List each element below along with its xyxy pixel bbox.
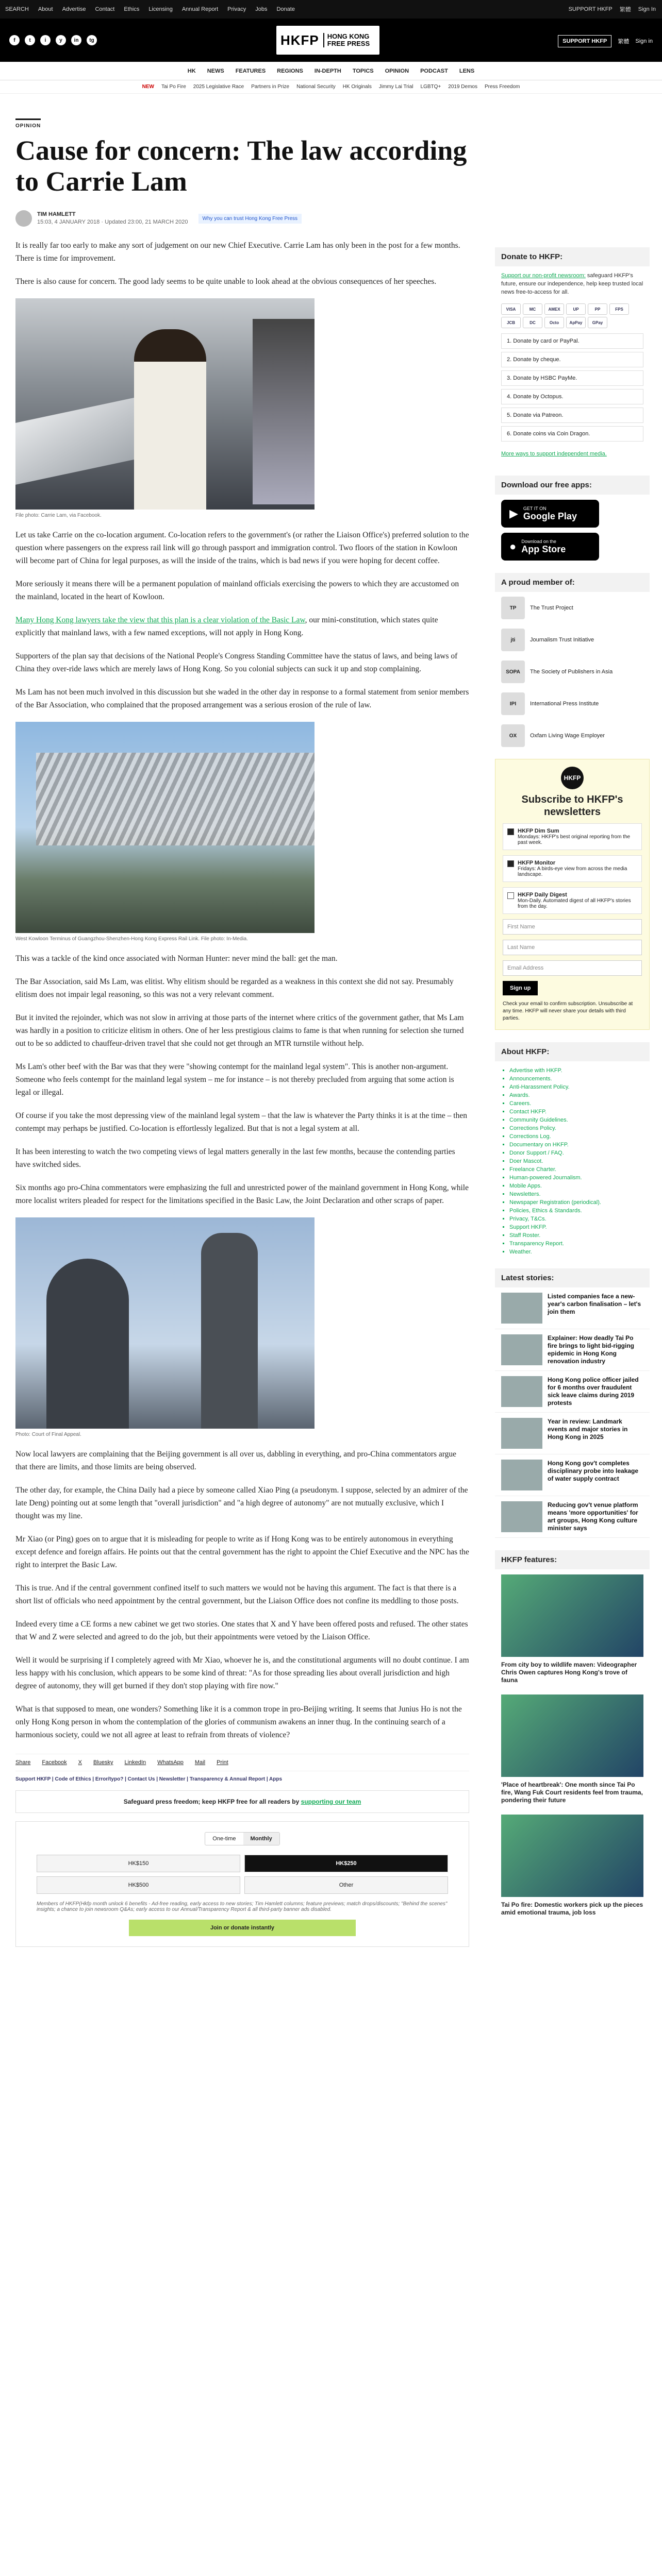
- google-play-text: [523, 506, 577, 521]
- about-heading: About HKFP:: [495, 1042, 650, 1061]
- payment-card-icon: AMEX: [544, 303, 564, 315]
- paragraph: There is also cause for concern. The good lady seems to be quite unable to look ahead at the obvious consequences of her speeches.: [15, 277, 437, 286]
- freq-one-time[interactable]: One-time: [212, 1836, 236, 1842]
- about-link[interactable]: ▪ Doer Mascot.: [509, 1157, 643, 1165]
- nl-opt-title: HKFP Daily Digest: [518, 892, 567, 898]
- sopa-logo: SOPA: [501, 660, 525, 683]
- donate-option[interactable]: 4. Donate by Octopus.: [501, 389, 643, 404]
- newsletter-heading: Subscribe to HKFP's newsletters: [521, 794, 623, 818]
- signin-link[interactable]: Sign in: [635, 38, 653, 44]
- feature-story[interactable]: [495, 1569, 650, 1689]
- story-thumbnail: [501, 1376, 542, 1407]
- story-thumbnail: [501, 1418, 542, 1449]
- about-link[interactable]: ▪ Human-powered Journalism.: [509, 1174, 643, 1182]
- email-input[interactable]: Email Address: [503, 960, 642, 976]
- utility-link[interactable]: Ethics: [124, 6, 140, 12]
- share-label: Share: [15, 1759, 31, 1766]
- donate-option[interactable]: 1. Donate by card or PayPal.: [501, 333, 643, 349]
- donate-text-rest: safeguard HKFP's future, ensure our independence, help keep trusted local news free-to-access for all.: [501, 273, 643, 295]
- story-title: Hong Kong police officer jailed for 6 months over fraudulent sick leave claims during 2019 protests: [548, 1376, 639, 1406]
- about-link[interactable]: ▪ Contact HKFP.: [509, 1108, 643, 1116]
- donate-option[interactable]: 5. Donate via Patreon.: [501, 408, 643, 423]
- logo-text: HKFP: [280, 32, 319, 48]
- paragraph: More seriously it means there will be a permanent population of mainland officials exercising the powers to which they are accustomed on the mainland, located in the heart of Kowloon.: [15, 580, 459, 601]
- story-thumbnail: [501, 1460, 542, 1490]
- more-ways-link[interactable]: [495, 445, 650, 463]
- utility-link[interactable]: Donate: [276, 6, 295, 12]
- about-link[interactable]: ▪ Documentary on HKFP.: [509, 1141, 643, 1149]
- member-org[interactable]: [495, 656, 650, 688]
- member-org[interactable]: [495, 592, 650, 624]
- feature-title: From city boy to wildlife maven: Videographer Chris Owen captures Hong Kong's trove of fauna: [501, 1661, 637, 1684]
- utility-link[interactable]: SEARCH: [5, 6, 29, 12]
- member-name: Oxfam Living Wage Employer: [530, 733, 605, 739]
- utility-links: [0, 0, 295, 19]
- last-name-input[interactable]: Last Name: [503, 940, 642, 955]
- member-heading: A proud member of:: [495, 573, 650, 592]
- twitter-icon[interactable]: t: [25, 35, 35, 45]
- paragraph: Six months ago pro-China commentators were emphasizing the full and unrestricted power of the mainland government in Hong Kong, while more localist writers pleaded for respect for the limitations specified in the Basic Law, the Joint Declaration and other scraps of paper.: [15, 1183, 469, 1205]
- about-link[interactable]: ▪ Announcements.: [509, 1075, 643, 1083]
- story-title: Year in review: Landmark events and major stories in Hong Kong in 2025: [548, 1418, 628, 1440]
- feature-title: Tai Po fire: Domestic workers pick up the pieces amid emotional trauma, job loss: [501, 1901, 643, 1916]
- utility-link[interactable]: Contact: [95, 6, 115, 12]
- author-avatar: [15, 210, 32, 227]
- byline-meta: [37, 211, 188, 226]
- donate-heading: Donate to HKFP:: [495, 247, 650, 266]
- safeguard-banner: [15, 1790, 469, 1813]
- newsletter-option[interactable]: [503, 855, 642, 882]
- newsletter-badge: HKFP: [561, 767, 584, 789]
- article-category[interactable]: OPINION: [15, 118, 41, 129]
- feature-image: [501, 1574, 643, 1657]
- header-actions: [558, 35, 653, 47]
- story-title: Hong Kong gov't completes disciplinary probe into leakage of water supply contract: [548, 1460, 639, 1482]
- payment-card-icon: ApPay: [566, 317, 586, 328]
- logo-sub1: HONG KONG: [327, 32, 370, 40]
- site-header: [0, 19, 662, 62]
- about-link[interactable]: ▪ Staff Roster.: [509, 1231, 643, 1240]
- as-small: Download on the: [521, 539, 556, 544]
- nav-item[interactable]: IN-DEPTH: [314, 67, 341, 74]
- paragraph: It is really far too early to make any sort of judgement on our new Chief Executive. Carrie Lam has only been in the post for a few months. There is time for improvement.: [15, 241, 460, 263]
- publish-date: 15:03, 4 JANUARY 2018: [37, 219, 100, 225]
- frequency-toggle: [205, 1832, 279, 1845]
- paragraph: Ms Lam's other beef with the Bar was that they were "showing contempt for the mainland legal system". This is another non-argument. Someone who feels contempt for the mainland legal system – me for instance – is not thereby precluded from arguing that some action is legal or illegal.: [15, 1062, 454, 1097]
- caption: Photo: Court of Final Appeal.: [15, 1432, 81, 1437]
- story-thumbnail: [501, 1293, 542, 1324]
- trending-item[interactable]: Jimmy Lai Trial: [378, 84, 413, 90]
- signup-button[interactable]: Sign up: [503, 981, 538, 995]
- basic-law-link[interactable]: Many Hong Kong lawyers take the view that this plan is a clear violation of the Basic Law: [15, 616, 305, 624]
- trending-item[interactable]: LGBTQ+: [420, 84, 441, 90]
- nl-opt-desc: Mon-Daily. Automated digest of all HKFP's stories from the day.: [518, 898, 631, 909]
- utility-signin-link[interactable]: Sign In: [638, 6, 656, 12]
- newsletter-option[interactable]: [503, 887, 642, 914]
- about-link[interactable]: ▪ Anti-Harassment Policy.: [509, 1083, 643, 1091]
- payment-card-icon: JCB: [501, 317, 521, 328]
- main-nav: [0, 62, 662, 80]
- donate-option[interactable]: 2. Donate by cheque.: [501, 352, 643, 367]
- latest-story[interactable]: [495, 1454, 650, 1496]
- nav-item[interactable]: REGIONS: [277, 67, 303, 74]
- oxfam-logo: OX: [501, 724, 525, 747]
- about-link[interactable]: ▪ Awards.: [509, 1091, 643, 1099]
- story-title: Explainer: How deadly Tai Po fire brings to light bid-rigging epidemic in Hong Kong renovation industry: [548, 1334, 634, 1365]
- utility-lang-link[interactable]: 繁體: [619, 7, 631, 13]
- about-link[interactable]: ▪ Advertise with HKFP.: [509, 1066, 643, 1075]
- nl-opt-desc: Mondays: HKFP's best original reporting from the past week.: [518, 834, 631, 845]
- payment-card-icon: GPay: [588, 317, 607, 328]
- app-store-button[interactable]: [501, 533, 599, 561]
- trending-item[interactable]: National Security: [296, 84, 336, 90]
- checkbox-icon[interactable]: [507, 892, 514, 899]
- amount-option-selected[interactable]: HK$250: [244, 1855, 448, 1872]
- utility-link[interactable]: Annual Report: [181, 6, 219, 12]
- logo-subtext: [323, 33, 370, 47]
- payment-card-icon: MC: [523, 303, 542, 315]
- gp-small: GET IT ON: [523, 506, 547, 511]
- member-org[interactable]: [495, 688, 650, 720]
- article-footer-links[interactable]: Support HKFP | Code of Ethics | Error/typo? | Contact Us | Newsletter | Transparency & Annual Report | Apps: [15, 1776, 283, 1782]
- payment-card-icon: DC: [523, 317, 542, 328]
- newsletter-option[interactable]: [503, 823, 642, 850]
- latest-story[interactable]: [495, 1287, 650, 1329]
- latest-story[interactable]: [495, 1329, 650, 1371]
- utility-link[interactable]: Jobs: [255, 6, 268, 12]
- trending-item[interactable]: Tai Po Fire: [161, 84, 186, 90]
- donate-text: [495, 266, 650, 301]
- paragraph: This was a tackle of the kind once associated with Norman Hunter: never mind the ball: get the man.: [15, 954, 338, 963]
- apps-heading: Download our free apps:: [495, 476, 650, 495]
- donate-options: [495, 333, 650, 442]
- share-x[interactable]: X: [78, 1759, 82, 1766]
- nav-item[interactable]: HK: [187, 67, 196, 74]
- paragraph: Let us take Carrie on the co-location argument. Co-location refers to the government's (or rather the Liaison Office's) preferred solution to the question where passengers on the express rail link will go through passport and immigration control. Two floors of the station in Kowloon will become part of China for legal purposes, as will the inside of the trains, which is bad news if you were hoping for decent coffee.: [15, 531, 469, 565]
- trust-link[interactable]: Why you can trust Hong Kong Free Press: [198, 214, 302, 224]
- paragraph: Mr Xiao (or Ping) goes on to argue that it is misleading for people to write as if Hong Kong was to be entirely autonomous in everything except defence and foreign affairs. He points out that the central government has the right to appoint the Chief Executive and the NPC has the right to interpret the Basic Law.: [15, 1535, 469, 1569]
- article-title: Cause for concern: The law according to Carrie Lam: [15, 135, 467, 197]
- first-name-input[interactable]: First Name: [503, 919, 642, 935]
- share-whatsapp[interactable]: WhatsApp: [157, 1759, 184, 1766]
- sidebar: [495, 247, 650, 1922]
- member-name: The Trust Project: [530, 605, 573, 611]
- member-org[interactable]: [495, 720, 650, 752]
- train-shape: [253, 319, 315, 504]
- terminus-photo: [15, 722, 315, 933]
- instagram-icon[interactable]: i: [40, 35, 51, 45]
- about-link[interactable]: ▪ Newsletters.: [509, 1190, 643, 1198]
- feature-image: [501, 1694, 643, 1777]
- linkedin-icon[interactable]: in: [71, 35, 81, 45]
- checkbox-checked-icon[interactable]: [507, 828, 514, 835]
- apple-icon: ●: [509, 540, 517, 553]
- newsletter-note: Check your email to confirm subscription. Unsubscribe at any time. HKFP will never share your details with third parties.: [503, 1001, 633, 1021]
- safeguard-link[interactable]: supporting our team: [301, 1798, 361, 1805]
- payment-card-icon: Octo: [544, 317, 564, 328]
- carrie-lam-photo: [15, 298, 315, 510]
- utility-link[interactable]: Advertise: [62, 6, 86, 12]
- utility-support-link[interactable]: SUPPORT HKFP: [568, 6, 613, 12]
- member-name: Journalism Trust Initiative: [530, 637, 594, 643]
- paragraph: But it invited the rejoinder, which was not slow in arriving at those parts of the internet where critics of the government gather, that Ms Lam was hardly in a position to criticize elitism in others. One of her less prestigious claims to fame is that when running for selection she turned out to be so addicted to chauffeur-driven travel that she could not get through an MTR turnstile without help.: [15, 1013, 464, 1048]
- about-link[interactable]: ▪ Community Guidelines.: [509, 1116, 643, 1124]
- youtube-icon[interactable]: y: [56, 35, 66, 45]
- safeguard-text: Safeguard press freedom; keep HKFP free for all readers by: [123, 1798, 301, 1805]
- about-list: [495, 1061, 650, 1256]
- nav-item[interactable]: FEATURES: [235, 67, 266, 74]
- paragraph: Now local lawyers are complaining that the Beijing government is all over us, dabbling in everything, and pro-China commentators argue that there are limits, and those limits are being observed.: [15, 1450, 457, 1471]
- paragraph: This is true. And if the central government confined itself to such matters we would not be having this argument. The fact is that there is a short list of officials who need appointment by the central government, but the Liaison Office does not confine its meddling to those posts.: [15, 1584, 459, 1605]
- updated-date: Updated 23:00, 21 MARCH 2020: [105, 219, 188, 225]
- byline: [15, 208, 469, 229]
- caption: File photo: Carrie Lam, via Facebook.: [15, 513, 102, 518]
- language-link[interactable]: 繁體: [618, 39, 630, 45]
- share-bar: [15, 1754, 469, 1771]
- google-play-button[interactable]: [501, 500, 599, 528]
- facebook-icon[interactable]: f: [9, 35, 20, 45]
- telegram-icon[interactable]: tg: [87, 35, 97, 45]
- about-link[interactable]: ▪ Corrections Log.: [509, 1132, 643, 1141]
- freq-monthly[interactable]: Monthly: [243, 1833, 279, 1845]
- feature-image: [501, 1815, 643, 1897]
- story-title: Listed companies face a new-year's carbon finalisation – let's join them: [548, 1293, 641, 1315]
- paragraph: Of course if you take the most depressing view of the mainland legal system – that the law is whatever the Party thinks it is at the time – then contempt may perhaps be justified. Co-location is effortlessly legalized. But that is not a legal system at all.: [15, 1111, 467, 1133]
- story-thumbnail: [501, 1334, 542, 1365]
- member-name: The Society of Publishers in Asia: [530, 669, 613, 675]
- roof-shape: [36, 753, 315, 845]
- utility-link[interactable]: Licensing: [148, 6, 173, 12]
- paragraph: Indeed every time a CE forms a new cabinet we get two stories. One states that X and Y have been offered posts and refused. The other states that W and Z were selected and agreed to do the job, but their appointments were vetoed by the Liaison Office.: [15, 1620, 468, 1641]
- share-print[interactable]: Print: [217, 1759, 228, 1766]
- feature-story[interactable]: [495, 1689, 650, 1809]
- paragraph: What is that supposed to mean, one wonders? Something like it is a common trope in pro-Beijing writing. It seems that Junius Ho is not the only Hong Kong person in whom the contemplation of the glories of communism awakens an inner thug. In the continuing search of a harmonious society, could we not all agree at least to refrain from threats of violence?: [15, 1705, 462, 1739]
- figure: [15, 298, 469, 518]
- share-facebook[interactable]: Facebook: [42, 1759, 67, 1766]
- about-link[interactable]: ▪ Privacy, T&Cs.: [509, 1215, 643, 1223]
- amount-option[interactable]: Other: [244, 1876, 448, 1894]
- about-link[interactable]: ▪ Donor Support / FAQ.: [509, 1149, 643, 1157]
- amount-options: [37, 1855, 448, 1894]
- about-link[interactable]: ▪ Mobile Apps.: [509, 1182, 643, 1190]
- paragraph: [15, 614, 469, 639]
- member-name: International Press Institute: [530, 701, 599, 707]
- join-button[interactable]: Join or donate instantly: [129, 1920, 356, 1936]
- story-title: Reducing gov't venue platform means 'more opportunities' for art groups, Hong Kong culture minister says: [548, 1501, 638, 1532]
- about-link[interactable]: ▪ Support HKFP.: [509, 1223, 643, 1231]
- payment-card-icon: FPS: [609, 303, 629, 315]
- utility-link[interactable]: About: [38, 6, 53, 12]
- donate-link[interactable]: Support our non-profit newsroom:: [501, 273, 586, 279]
- payment-card-icon: VISA: [501, 303, 521, 315]
- dome-shape: [46, 1259, 129, 1429]
- about-link[interactable]: ▪ Weather.: [509, 1248, 643, 1256]
- figure: [15, 722, 469, 942]
- app-store-text: [521, 539, 566, 554]
- paragraph-rest: , our mini-constitution, which states quite explicitly that mainland laws, with a few named exceptions, will not apply in Hong Kong.: [15, 616, 438, 637]
- nl-opt-title: HKFP Monitor: [518, 860, 556, 866]
- article: [15, 118, 469, 1947]
- trending-bar: [0, 80, 662, 94]
- trending-item[interactable]: 2025 Legislative Race: [193, 84, 244, 90]
- share-bluesky[interactable]: Bluesky: [93, 1759, 113, 1766]
- nav-item[interactable]: TOPICS: [352, 67, 374, 74]
- jti-logo: jti: [501, 629, 525, 651]
- figure: [15, 1217, 469, 1437]
- newsletter-box: [495, 759, 650, 1030]
- trending-item[interactable]: 2019 Demos: [448, 84, 477, 90]
- trending-item[interactable]: Partners in Prize: [251, 84, 290, 90]
- social-links: [9, 35, 97, 45]
- nav-item[interactable]: NEWS: [207, 67, 224, 74]
- donate-note: Members of HKFP(Hkfp month unlock 6 benefits - Ad-free reading, early access to new stories; Tim Hamlett columns; feature previews; match drops/discounts; "Behind the scenes" insights; a chance to join newsroom Q&As; early access to our Annual/Transparency Report & all third-party banner ads disabled.: [37, 1901, 448, 1912]
- donate-widget: [15, 1821, 469, 1947]
- about-link[interactable]: ▪ Policies, Ethics & Standards.: [509, 1207, 643, 1215]
- latest-story[interactable]: [495, 1496, 650, 1538]
- about-link[interactable]: ▪ Corrections Policy.: [509, 1124, 643, 1132]
- site-logo[interactable]: [276, 26, 379, 55]
- trending-item[interactable]: HK Originals: [342, 84, 372, 90]
- feature-story[interactable]: [495, 1809, 650, 1922]
- latest-story[interactable]: [495, 1413, 650, 1454]
- paragraph: It has been interesting to watch the two competing views of legal matters generally in the last few months, because the contending parties have switched sides.: [15, 1147, 455, 1169]
- payment-methods: [495, 301, 650, 330]
- play-icon: ▶: [509, 507, 518, 520]
- statue-shape: [201, 1233, 258, 1429]
- support-button[interactable]: SUPPORT HKFP: [558, 35, 611, 47]
- ipi-logo: IPI: [501, 692, 525, 715]
- trust-project-logo: TP: [501, 597, 525, 619]
- paragraph: Ms Lam has not been much involved in this discussion but she waded in the other day in response to a formal statement from senior members of the Bar Association, who complained that the proposed arrangement was a serious erosion of the rule of law.: [15, 688, 469, 709]
- story-thumbnail: [501, 1501, 542, 1532]
- byline-dates: 15:03, 4 JANUARY 2018 · Updated 23:00, 21 MARCH 2020: [37, 219, 188, 225]
- caption: West Kowloon Terminus of Guangzhou-Shenzhen-Hong Kong Express Rail Link. File photo: In-Media.: [15, 936, 248, 942]
- logo-sub2: FREE PRESS: [327, 40, 370, 47]
- paragraph: Supporters of the plan say that decisions of the National People's Congress Standing Committee have the status of laws, and being laws of China they over-ride laws which are merely laws of Hong Kong. So you colonial subjects can suck it up and stop complaining.: [15, 652, 458, 673]
- utility-link[interactable]: Privacy: [227, 6, 246, 12]
- paragraph: The other day, for example, the China Daily had a piece by someone called Xiao Ping (a pseudonym. I suppose, selected by an admirer of the late Deng) pointing out at some length that "overall jurisdiction" and "a high degree of autonomy" are not mutually exclusive, which I thought was my line.: [15, 1486, 468, 1520]
- amount-option[interactable]: HK$150: [37, 1855, 240, 1872]
- member-org[interactable]: [495, 624, 650, 656]
- nav-item[interactable]: LENS: [459, 67, 475, 74]
- paragraph: The Bar Association, said Ms Lam, was elitist. Why elitism should be regarded as a weakness in this context she did not say. Presumably elitism does not impair legal reasoning, so this was not a very relevant comment.: [15, 977, 454, 999]
- nl-opt-title: HKFP Dim Sum: [518, 828, 559, 834]
- as-big: App Store: [521, 544, 566, 554]
- about-link[interactable]: ▪ Freelance Charter.: [509, 1165, 643, 1174]
- gp-big: Google Play: [523, 511, 577, 521]
- more-ways-text: More ways to support independent media.: [501, 451, 607, 457]
- author-name[interactable]: TIM HAMLETT: [37, 211, 76, 217]
- share-mail[interactable]: Mail: [194, 1759, 206, 1766]
- amount-option[interactable]: HK$500: [37, 1876, 240, 1894]
- about-link[interactable]: ▪ Transparency Report.: [509, 1240, 643, 1248]
- person-shape: [134, 329, 206, 510]
- nav-item[interactable]: OPINION: [385, 67, 409, 74]
- about-link[interactable]: ▪ Newspaper Registration (periodical).: [509, 1198, 643, 1207]
- nl-opt-desc: Fridays: A birds-eye view from across the media landscape.: [518, 866, 627, 877]
- nav-item[interactable]: PODCAST: [420, 67, 448, 74]
- features-heading: HKFP features:: [495, 1550, 650, 1569]
- payment-card-icon: PP: [588, 303, 607, 315]
- latest-story[interactable]: [495, 1371, 650, 1413]
- donate-option[interactable]: 6. Donate coins via Coin Dragon.: [501, 426, 643, 442]
- share-linkedin[interactable]: LinkedIn: [124, 1759, 146, 1766]
- court-photo: [15, 1217, 315, 1429]
- feature-title: 'Place of heartbreak': One month since Tai Po fire, Wang Fuk Court residents feel from trauma, pondering their future: [501, 1781, 643, 1804]
- checkbox-checked-icon[interactable]: [507, 860, 514, 867]
- top-utility-bar: [0, 0, 662, 19]
- about-link[interactable]: ▪ Careers.: [509, 1099, 643, 1108]
- trending-item[interactable]: Press Freedom: [484, 84, 520, 90]
- utility-right: [569, 0, 656, 19]
- paragraph: Well it would be surprising if I completely agreed with Mr Xiao, whoever he is, and the constitutional arguments will no doubt continue. I am less happy with his conclusion, which appears to be some kind of threat: "As for those spreading lies about overall jurisdiction and high degree of autonomy, they will get burned if they don't stop playing with fire now.": [15, 1656, 469, 1690]
- trending-new-label: NEW: [142, 84, 154, 90]
- payment-card-icon: UP: [566, 303, 586, 315]
- donate-option[interactable]: 3. Donate by HSBC PayMe.: [501, 370, 643, 386]
- latest-heading: Latest stories:: [495, 1268, 650, 1287]
